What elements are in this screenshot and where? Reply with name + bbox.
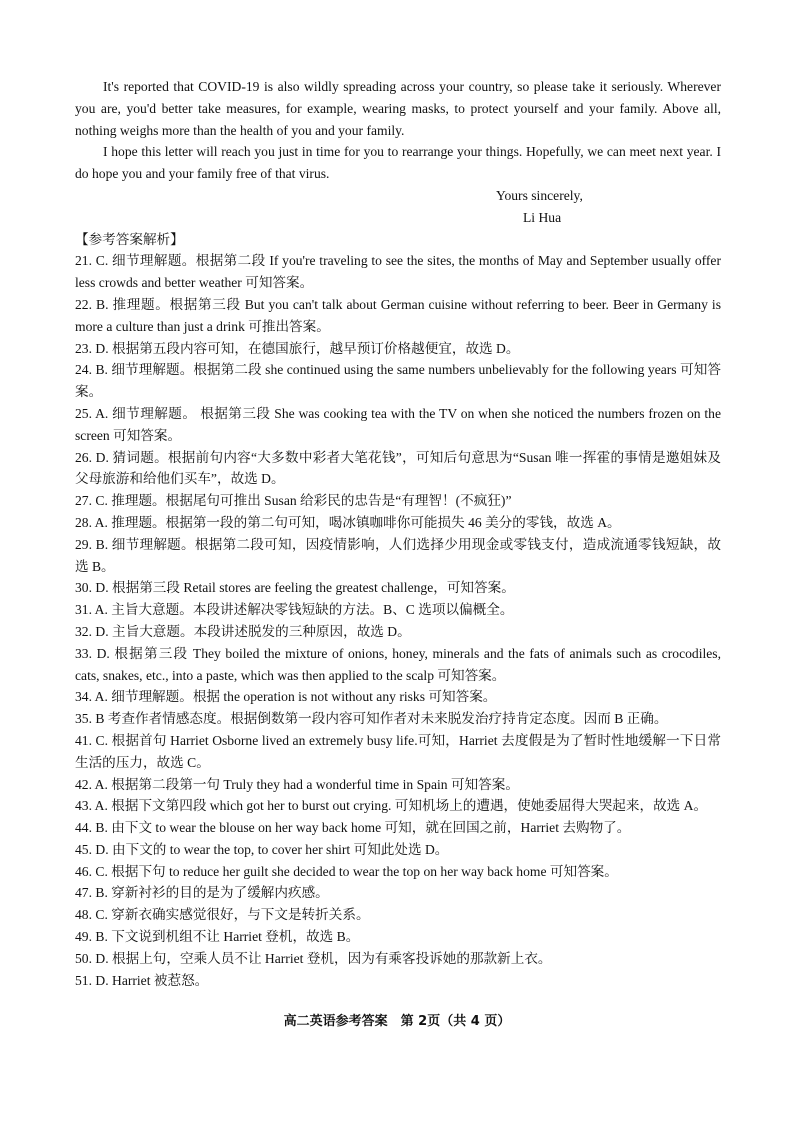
answer-item: 44. B. 由下文 to wear the blouse on her way back home 可知，就在回国之前，Harriet 去购物了。: [75, 820, 631, 836]
answer-item: 32. D. 主旨大意题。本段讲述脱发的三种原因，故选 D。: [75, 623, 411, 639]
answer-item: 34. A. 细节理解题。根据 the operation is not without any risks 可知答案。: [75, 689, 497, 705]
answer-item: 26. D. 猜词题。根据前句内容“大多数中彩者大笔花钱”，可知后句意思为“Susan 唯一挥霍的事情是邀姐妹及父母旅游和给他们买车”，故选 D。: [75, 449, 721, 487]
answers-list: [75, 250, 721, 991]
answer-item: 43. A. 根据下文第四段 which got her to burst out crying. 可知机场上的遭遇，使她委屈得大哭起来，故选 A。: [75, 798, 708, 814]
answer-item: 27. C. 推理题。根据尾句可推出 Susan 给彩民的忠告是“有理智！(不疯狂)”: [75, 493, 512, 509]
letter-paragraph: It's reported that COVID-19 is also wildly spreading across your country, so please take it seriously. Wherever you are, you'd better take measures, for example, wearing masks, to protect yourself and your family. Above all, nothing weighs more than the health of you and your family.: [75, 79, 721, 138]
letter-signature: Li Hua: [523, 209, 562, 225]
answer-item: 33. D. 根据第三段 They boiled the mixture of onions, honey, minerals and the fats of animals such as crocodiles, cats, snakes, etc., into a paste, which was then applied to the scalp 可知答案。: [75, 645, 721, 683]
answer-item: 22. B. 推理题。根据第三段 But you can't talk about German cuisine without referring to beer. Beer in Germany is more a culture than just a drink 可推出答案。: [75, 296, 721, 334]
answer-item: 47. B. 穿新衬衫的目的是为了缓解内疚感。: [75, 885, 329, 901]
answer-item: 48. C. 穿新衣确实感觉很好，与下文是转折关系。: [75, 907, 370, 923]
answer-item: 28. A. 推理题。根据第一段的第二句可知，喝冰镇咖啡你可能损失 46 美分的零钱，故选 A。: [75, 514, 621, 530]
answer-item: 25. A. 细节理解题。 根据第三段 She was cooking tea with the TV on when she noticed the numbers frozen on the screen 可知答案。: [75, 405, 721, 443]
document-page: [75, 76, 721, 991]
page-footer: 高二英语参考答案 第 2页（共 4 页）: [283, 1014, 511, 1029]
answer-item: 29. B. 细节理解题。根据第二段可知，因疫情影响，人们选择少用现金或零钱支付，造成流通零钱短缺，故选 B。: [75, 536, 721, 574]
answer-item: 23. D. 根据第五段内容可知，在德国旅行，越早预订价格越便宜，故选 D。: [75, 340, 520, 356]
answer-item: 49. B. 下文说到机组不让 Harriet 登机，故选 B。: [75, 929, 360, 945]
answer-item: 21. C. 细节理解题。根据第二段 If you're traveling to see the sites, the months of May and September usually offer less crowds and better weather 可知答案。: [75, 253, 721, 291]
letter-closing: Yours sincerely,: [496, 187, 583, 203]
answer-item: 45. D. 由下文的 to wear the top, to cover her shirt 可知此处选 D。: [75, 841, 449, 857]
answer-item: 50. D. 根据上句，空乘人员不让 Harriet 登机，因为有乘客投诉她的那款新上衣。: [75, 950, 552, 966]
answer-item: 41. C. 根据首句 Harriet Osborne lived an extremely busy life.可知，Harriet 去度假是为了暂时性地缓解一下日常生活的压力，故选 C。: [75, 732, 721, 770]
answers-heading: 【参考答案解析】: [75, 231, 184, 247]
answer-item: 42. A. 根据第二段第一句 Truly they had a wonderful time in Spain 可知答案。: [75, 776, 519, 792]
letter: [75, 76, 721, 229]
answer-item: 35. B 考查作者情感态度。根据倒数第一段内容可知作者对未来脱发治疗持肯定态度。因而 B 正确。: [75, 711, 668, 727]
answer-item: 46. C. 根据下句 to reduce her guilt she decided to wear the top on her way back home 可知答案。: [75, 863, 618, 879]
letter-paragraph: I hope this letter will reach you just in time for you to rearrange your things. Hopefully, we can meet next year. I do hope you and your family free of that virus.: [75, 144, 721, 182]
answer-item: 31. A. 主旨大意题。本段讲述解决零钱短缺的方法。B、C 选项以偏概全。: [75, 602, 514, 618]
answer-item: 24. B. 细节理解题。根据第二段 she continued using the same numbers unbelievably for the following years 可知答案。: [75, 362, 721, 400]
answer-item: 30. D. 根据第三段 Retail stores are feeling the greatest challenge，可知答案。: [75, 580, 515, 596]
answer-item: 51. D. Harriet 被惹怒。: [75, 972, 209, 988]
